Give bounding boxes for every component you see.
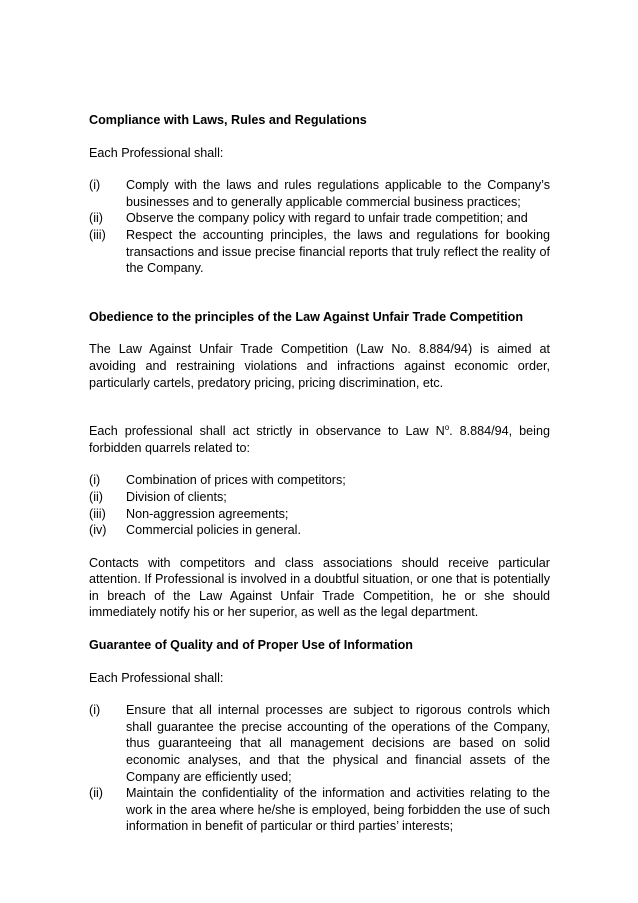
list-marker: (iii) xyxy=(89,506,106,521)
list-item xyxy=(89,227,550,277)
list-item-text: Division of clients; xyxy=(126,489,227,504)
section-heading-unfair-trade: Obedience to the principles of the Law Against Unfair Trade Competition xyxy=(89,309,524,324)
forbidden-quarrels-list xyxy=(89,472,550,538)
list-item-text: Comply with the laws and rules regulations applicable to the Company’s businesses and to generally applicable commercial business practices; xyxy=(126,178,550,209)
list-item xyxy=(89,489,550,506)
list-marker: (i) xyxy=(89,703,101,718)
list-marker: (ii) xyxy=(89,211,103,226)
section-intro: Each Professional shall: xyxy=(89,145,224,160)
observance-text-start: Each professional shall act strictly in observance to Law N xyxy=(89,424,445,439)
list-marker: (ii) xyxy=(89,786,103,801)
list-item-text: Commercial policies in general. xyxy=(126,523,301,538)
section-intro: Each Professional shall: xyxy=(89,670,224,685)
list-item-text: Observe the company policy with regard to unfair trade competition; and xyxy=(126,211,528,226)
list-item xyxy=(89,702,550,785)
competitors-paragraph: Contacts with competitors and class associations should receive particular attention. If Professional is involved in a doubtful situation, or one that is potentially in breach of the Law Against Unfair Trade Competition, he or she should immediately notify his or her superior, as well as the legal department. xyxy=(89,555,550,620)
section-heading-quality: Guarantee of Quality and of Proper Use of Information xyxy=(89,638,413,653)
list-marker: (iv) xyxy=(89,523,107,538)
list-item xyxy=(89,177,550,210)
list-item xyxy=(89,506,550,523)
list-item xyxy=(89,210,550,227)
observance-paragraph xyxy=(89,423,550,456)
compliance-list xyxy=(89,177,550,277)
list-item xyxy=(89,522,550,539)
list-marker: (ii) xyxy=(89,489,103,504)
list-item-text: Non-aggression agreements; xyxy=(126,506,289,521)
list-marker: (i) xyxy=(89,178,101,193)
list-item-text: Combination of prices with competitors; xyxy=(126,473,346,488)
law-description-paragraph: The Law Against Unfair Trade Competition (Law No. 8.884/94) is aimed at avoiding and restraining violations and infractions against economic order, particularly cartels, predatory pricing, pricing discrimination, etc. xyxy=(89,342,550,390)
list-marker: (i) xyxy=(89,473,101,488)
list-item xyxy=(89,785,550,835)
list-item xyxy=(89,472,550,489)
document-page xyxy=(89,112,550,835)
list-item-text: Ensure that all internal processes are subject to rigorous controls which shall guarantee the precise accounting of the operations of the Company, thus guaranteeing that all management decisions are based on solid economic analyses, and that the physical and financial assets of the Company are efficiently used; xyxy=(126,703,550,784)
ordinal-superscript: o xyxy=(444,422,450,432)
list-marker: (iii) xyxy=(89,227,106,242)
observance-text-end: . 8.884/94, being forbidden quarrels related to: xyxy=(89,424,550,455)
section-heading-compliance: Compliance with Laws, Rules and Regulations xyxy=(89,113,367,127)
list-item-text: Maintain the confidentiality of the information and activities relating to the work in the area where he/she is employed, being forbidden the use of such information in benefit of particular or third parties’ interests; xyxy=(126,786,550,834)
quality-list xyxy=(89,702,550,835)
list-item-text: Respect the accounting principles, the laws and regulations for booking transactions and issue precise financial reports that truly reflect the reality of the Company. xyxy=(126,227,550,276)
